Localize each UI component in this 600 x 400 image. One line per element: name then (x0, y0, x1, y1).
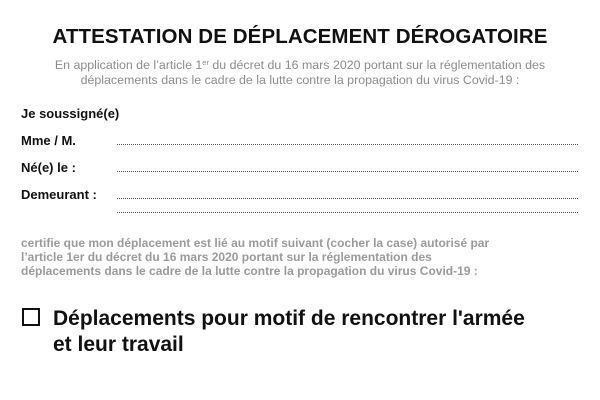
motif-checkbox[interactable] (22, 308, 40, 326)
birth-date-field[interactable] (117, 169, 578, 172)
address-field-line-2[interactable] (117, 210, 578, 213)
name-field[interactable] (117, 142, 578, 145)
intro-line-2: déplacements dans le cadre de la lutte contre la propagation du virus Covid-19 : (80, 73, 520, 87)
certification-text (21, 236, 581, 278)
certification-line-2: l’article 1er du décret du 16 mars 2020 portant sur la réglementation des (21, 250, 432, 264)
soussigne-label: Je soussigné(e) (21, 106, 120, 121)
intro-line-1 (10, 58, 590, 73)
address-label: Demeurant : (21, 187, 97, 202)
name-label: Mme / M. (21, 133, 76, 148)
intro-text (10, 58, 590, 88)
address-field-line-1[interactable] (117, 196, 578, 199)
intro-line-1-end: du décret du 16 mars 2020 portant sur la réglementation des (208, 58, 546, 72)
page-title: ATTESTATION DE DÉPLACEMENT DÉROGATOIRE (52, 25, 548, 48)
birth-label: Né(e) le : (21, 160, 76, 175)
certification-line-1: certifie que mon déplacement est lié au motif suivant (cocher la case) autorisé par (21, 236, 490, 250)
intro-superscript: er (202, 58, 209, 67)
motif-line-1: Déplacements pour motif de rencontrer l'armée (53, 307, 525, 330)
motif-label (53, 306, 593, 358)
certification-line-3: déplacements dans le cadre de la lutte contre la propagation du virus Covid-19 : (21, 264, 478, 278)
motif-line-2: et leur travail (53, 333, 184, 356)
intro-line-1-start: En application de l’article 1 (54, 58, 203, 72)
